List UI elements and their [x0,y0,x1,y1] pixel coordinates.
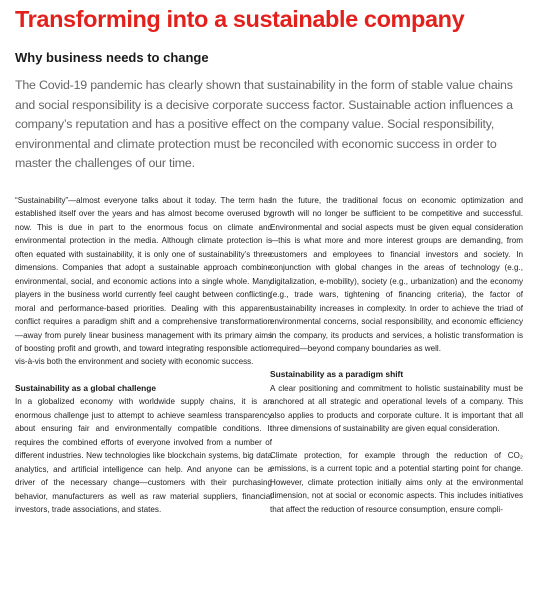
right-body-paragraph: A clear positioning and commitment to holistic sustainability must be anchored at all strategic and operational levels of a company. This also applies to products and corporate culture. It is important that all three dimensions of sustainability are given equal consideration. [270,383,523,434]
left-intro-paragraph: “Sustainability”—almost everyone talks about it today. The term has established itself over the years and has almost become overused by now. This is due in part to the enormous focus on climate and environmental protection in the media. Although climate protection is often equated with sustainability, it is only one of sustainability’s three dimensions. Companies that adopt a sustainable approach combine environmental, social, and economic actions into a single whole. Many players in the business world currently feel caught between conflicting moral and performance-based priorities. Dealing with this apparent conflict requires a paradigm shift and a comprehensive transformation—away from purely linear business management with its primary aims of boosting profit and growth, and toward integrating responsible action vis-à-vis both the environment and society with economic success. [15,196,272,367]
section-heading-global-challenge: Sustainability as a global challenge [15,382,157,393]
right-body-paragraph-2: Climate protection, for example through the reduction of CO₂ emissions, is a current topic and a potential starting point for change. However, climate protection initially aims only at the environmental dimension, not at social or economic aspects. This includes initiatives that affect the reduction of resource consumption, ensure compli- [270,450,523,514]
page-title: Transforming into a sustainable company [15,6,465,32]
left-column [15,194,272,516]
right-intro-paragraph: In the future, the traditional focus on economic optimization and growth will no longer be sufficient to be competitive and successful. Environmental and social aspects must be given equal consideration—this is what more and more interest groups are demanding, from customers and employees to financial investors and society. In conjunction with global changes in the areas of technology (e.g., digitalization, e-mobility), society (e.g., urbanization) and the economy (e.g., trade wars, tightening of financing criteria), the factor of sustainability increases in complexity. In order to achieve the triad of environmental concerns, social responsibility, and economic efficiency in the company, its products and services, a holistic transformation is required—beyond company boundaries as well. [270,196,523,353]
page-subtitle: Why business needs to change [15,50,209,65]
right-column [270,194,523,516]
lead-paragraph: The Covid-19 pandemic has clearly shown that sustainability in the form of stable value chains and social responsibility is a decisive corporate success factor. Sustainable action influences a company’s reputation and has a positive effect on the company value. Social responsibility, environmental and climate protection must be reconciled with economic success in order to master the challenges of our time. [15,78,513,171]
section-heading-paradigm-shift: Sustainability as a paradigm shift [270,369,404,380]
left-body-paragraph: In a globalized economy with worldwide supply chains, it is an enormous challenge just to attempt to achieve seamless transparency about ensuring fair and environmentally compatible conditions. It requires the combined efforts of everyone involved from a number of different industries. New technologies like blockchain systems, big data analytics, and artificial intelligence can help. And anyone can be a driver of the necessary change—customers with their purchasing behavior, manufacturers as well as raw material suppliers, financial investors, trade associations, and states. [15,397,272,514]
